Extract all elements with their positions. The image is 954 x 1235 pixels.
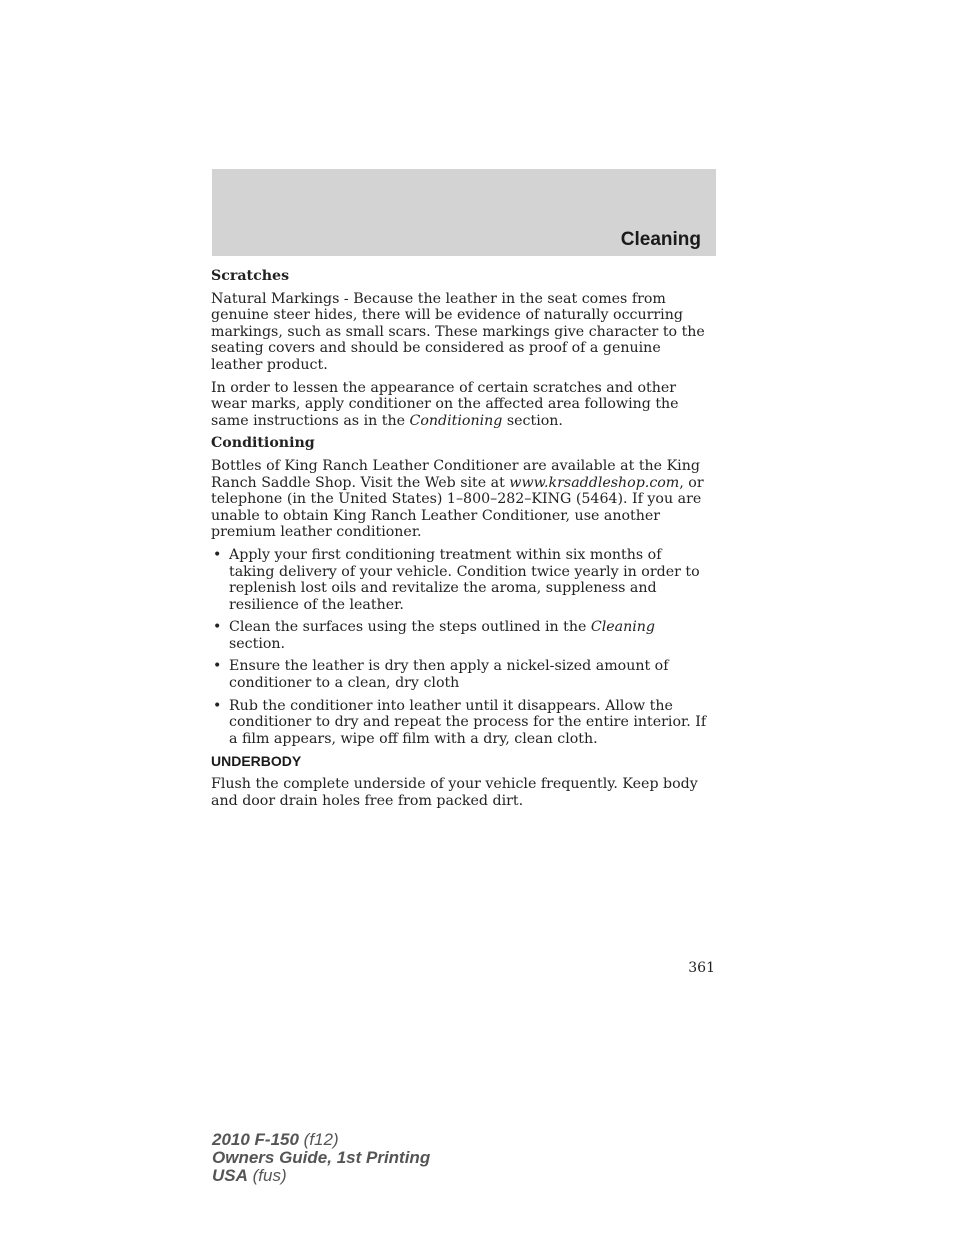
list-item-text: Clean the surfaces using the steps outlined in the <box>229 619 591 636</box>
conditioning-reference: Conditioning <box>409 412 503 429</box>
text-run: section. <box>502 412 563 429</box>
list-item <box>211 547 711 613</box>
market-code: (fus) <box>247 1166 287 1185</box>
footer-line-2 <box>212 1149 430 1167</box>
conditioning-steps-list <box>211 547 711 748</box>
underbody-paragraph: Flush the complete underside of your vehicle frequently. Keep body and door drain holes free from packed dirt. <box>211 776 698 809</box>
scratches-paragraph-1: Natural Markings - Because the leather in the seat comes from genuine steer hides, there will be evidence of naturally occurring markings, such as small scars. These markings give character to the seating covers and should be considered as proof of a genuine leather product. <box>211 290 705 373</box>
text-run: In order to lessen the appearance of certain scratches and other wear marks, apply conditioner on the affected area following the same instructions as in the <box>211 379 679 429</box>
list-item <box>211 658 711 691</box>
list-item <box>211 698 711 748</box>
cleaning-reference: Cleaning <box>590 619 656 636</box>
list-item-text: Ensure the leather is dry then apply a nickel-sized amount of conditioner to a clean, dry cloth <box>229 658 669 692</box>
scratches-paragraph-2 <box>211 380 711 430</box>
list-item-text: Apply your first conditioning treatment within six months of taking delivery of your vehicle. Condition twice yearly in order to replenish lost oils and revitalize the aroma, suppleness and resilience of the leather. <box>229 546 700 613</box>
model-code: (f12) <box>298 1130 339 1149</box>
website-link[interactable]: www.krsaddleshop.com <box>509 474 680 491</box>
market-name: USA <box>212 1166 248 1185</box>
conditioning-paragraph <box>211 458 711 541</box>
section-title: Cleaning <box>620 229 701 250</box>
list-item-text: section. <box>229 635 286 652</box>
list-item <box>211 619 711 652</box>
list-item-text: Rub the conditioner into leather until it disappears. Allow the conditioner to dry and repeat the process for the entire interior. If a film appears, wipe off film with a dry, clean cloth. <box>229 697 707 747</box>
bullet-icon: • <box>213 697 222 714</box>
page-content <box>211 268 711 815</box>
document-footer <box>212 1131 430 1185</box>
footer-line-3 <box>212 1167 430 1185</box>
conditioning-heading: Conditioning <box>211 435 315 452</box>
text-run: , or telephone (in the United States) 1–800–282–KING (5464). If you are unable to obtain King Ranch Leather Conditioner, use another premium leather conditioner. <box>211 474 704 541</box>
section-header-band <box>212 169 716 256</box>
bullet-icon: • <box>213 619 222 636</box>
text-run: Bottles of King Ranch Leather Conditioner are available at the King Ranch Saddle Shop. Visit the Web site at <box>211 457 700 491</box>
bullet-icon: • <box>213 658 222 675</box>
model-name: 2010 F-150 <box>212 1130 299 1149</box>
bullet-icon: • <box>213 546 222 563</box>
footer-line-1 <box>212 1131 430 1149</box>
page-number: 361 <box>688 960 715 976</box>
guide-edition: Owners Guide, 1st Printing <box>212 1148 431 1167</box>
scratches-heading: Scratches <box>211 268 290 284</box>
underbody-heading: UNDERBODY <box>211 753 302 770</box>
